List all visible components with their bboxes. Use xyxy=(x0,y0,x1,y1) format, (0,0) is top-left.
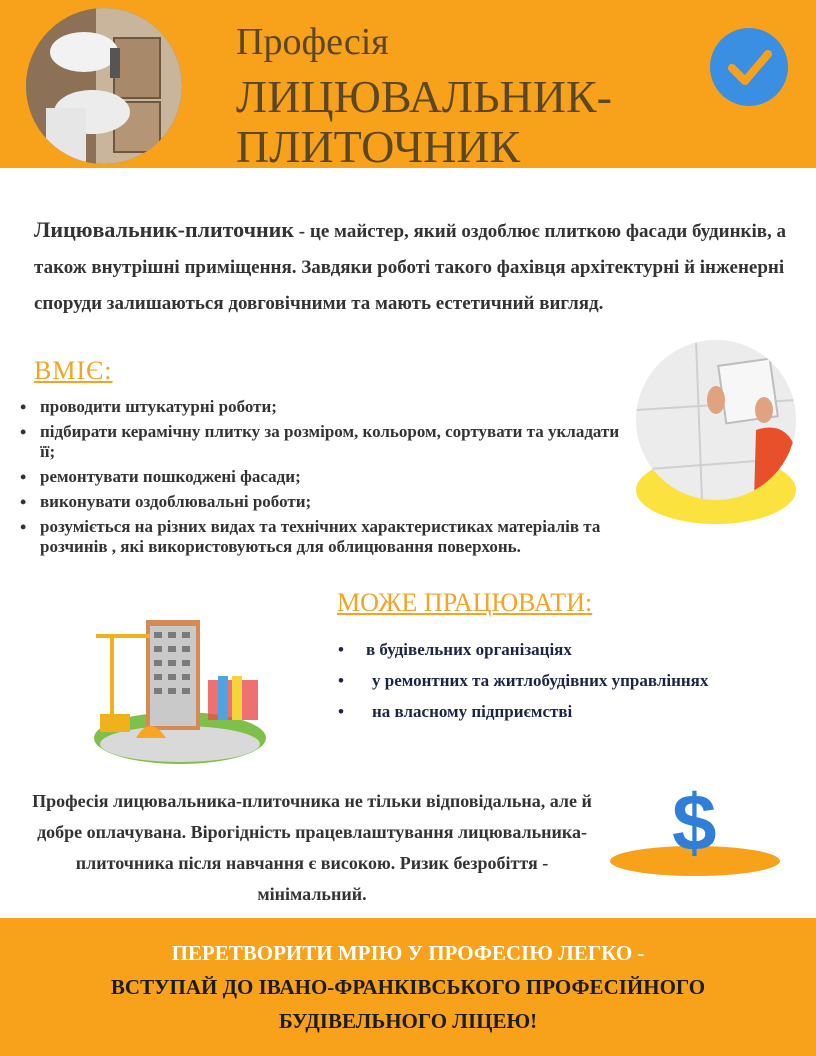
intro-paragraph xyxy=(34,212,790,322)
list-item xyxy=(336,702,708,722)
dollar-icon: $ xyxy=(672,778,717,867)
tile-laying-illustration xyxy=(636,340,796,500)
list-item: • розуміється на різних видах та технічних характеристиках матеріалів та розчинів , які використовуються для облицювання поверхонь. xyxy=(18,517,638,557)
page-title xyxy=(236,72,676,172)
tiler-illustration xyxy=(26,8,182,164)
skills-list xyxy=(18,397,638,562)
list-item: • підбирати керамічну плитку за розміром, кольором, сортувати та укладати її; xyxy=(18,422,638,462)
list-item xyxy=(336,671,708,691)
tile-laying-photo xyxy=(636,340,796,500)
list-item: • виконувати оздоблювальні роботи; xyxy=(18,492,638,512)
page-title-line2: ПЛИТОЧНИК xyxy=(236,121,521,172)
work-list xyxy=(336,640,708,733)
list-item: • ремонтувати пошкоджені фасади; xyxy=(18,467,638,487)
intro-lead: Лицювальник-плиточник xyxy=(34,217,295,242)
intro-text: - це майстер, який оздоблює плиткою фасади будинків, а також внутрішні приміщення. Завдяки роботі такого фахівця архітектурні й інженерні споруди залишаються довговічними та мають естетичний вигляд. xyxy=(34,221,787,314)
footer-line3: БУДІВЕЛЬНОГО ЛІЦЕЮ! xyxy=(278,1009,538,1033)
work-heading: МОЖЕ ПРАЦЮВАТИ: xyxy=(337,588,593,617)
page-subtitle: Професія xyxy=(236,21,389,63)
skills-heading: ВМІЄ: xyxy=(34,356,113,385)
list-item: • проводити штукатурні роботи; xyxy=(18,397,638,417)
tiler-photo xyxy=(26,8,182,164)
checkmark-glyph xyxy=(710,28,788,106)
checkmark-icon xyxy=(710,28,788,106)
list-item-text: на власному підприємстві xyxy=(372,702,573,721)
construction-illustration xyxy=(90,610,270,770)
construction-graphic xyxy=(90,610,270,770)
list-item xyxy=(336,640,708,660)
footer-line1: ПЕРЕТВОРИТИ МРІЮ У ПРОФЕСІЮ ЛЕГКО - xyxy=(171,941,645,965)
footer-call-to-action xyxy=(20,936,796,1038)
salary-paragraph: Професія лицювальника-плиточника не тільки відповідальна, але й добре оплачувана. Вірогідність працевлаштування лицювальника-плиточника після навчання є високою. Ризик безробіття - мінімальний. xyxy=(32,791,592,904)
list-item-text: у ремонтних та житлобудівних управліннях xyxy=(372,671,709,690)
page-title-line1: ЛИЦЮВАЛЬНИК- xyxy=(236,71,612,122)
list-item-text: в будівельних організаціях xyxy=(366,640,572,659)
footer-line2: ВСТУПАЙ ДО ІВАНО-ФРАНКІВСЬКОГО ПРОФЕСІЙНОГО xyxy=(110,975,706,999)
